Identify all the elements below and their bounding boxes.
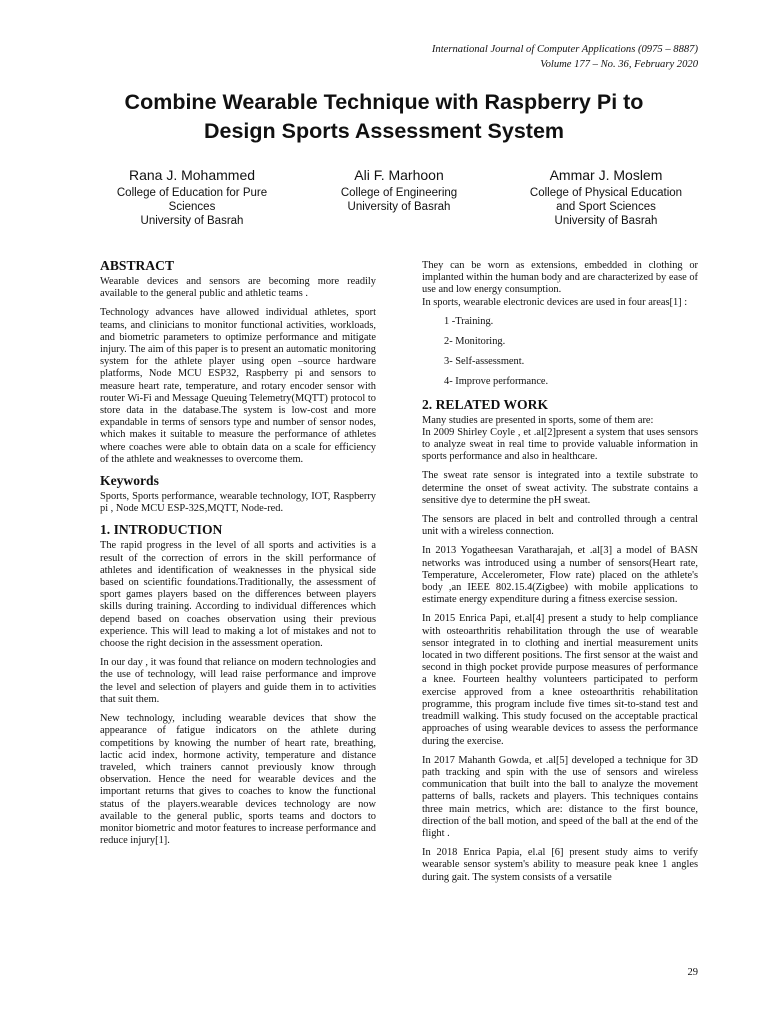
author-affiliation: College of Engineering [340,187,458,199]
intro-continued-paragraph: In sports, wearable electronic devices are used in four areas[1] : [422,296,688,308]
page-number: 29 [687,967,698,978]
keywords-heading: Keywords [100,473,159,489]
author-name: Ammar J. Moslem [549,167,663,183]
abstract-paragraph: Technology advances have allowed individual athletes, sport teams, and clinicians to monitor functional activities, workloads, and biometric parameters to optimize performance and mitigate injury. The aim of this paper is to present an automatic monitoring system for the athlete player using open –source hardware platforms, Node MCU ESP32, Raspberry pi and sensors to measure heart rate, temperature, and rotary encoder sensor with router Wi-Fi and Message Queuing Telemetry(MQTT) protocol to store data in the database.The system is low-cost and more expandable in terms of sensors type and number of sensor nodes, which makes it suitable to measure the performance of athletes where coaches were able to obtain data on a scale for efficiency of the athlete and weaknesses to overcome them. [100,307,376,465]
abstract-heading: ABSTRACT [100,258,175,273]
author-1 [92,166,292,228]
title-line-1: Combine Wearable Technique with Raspberry Pi to [124,90,644,114]
list-item: 4- Improve performance. [444,376,549,388]
intro-continued-paragraph: They can be worn as extensions, embedded in clothing or implanted within the human body and are characterized by ease of use and low energy consumption. [422,260,698,296]
author-affiliation: University of Basrah [347,201,451,213]
introduction-paragraph: New technology, including wearable devices that show the appearance of fatigue indicators on the athlete during competitions by knowing the number of heart rate, breathing, lactic acid index, hormone activity, temperature and distance traveled, which trainers cannot previously know through observation. Hence the need for wearable devices and the important returns that gives to coaches to know the functional status of the players.wearable devices technology are now available to the general public, sports teams and doctors to monitor biometric and motor features to increase performance and reduce injury[1]. [100,713,376,847]
related-work-paragraph: In 2015 Enrica Papi, et.al[4] present a study to help compliance with osteoarthritis rehabilitation through the use of wearable sensor integrated in to clothing and inertial measurement units located in two different positions. The first sensor at the waist and second in thigh pocket provide purpose measures of performance a knee. Fourteen healthy volunteers participated to perform exercise approved from a knee osteoarthritis rehabilitation programme, this program include five times sit-to-stand test and treadmill walking. This study focused on the acceptable practical approaches of using wearable devices to assess the performance during the exercise. [422,613,698,747]
related-work-paragraph: The sweat rate sensor is integrated into a textile substrate to determine the onset of sweat activity. The substrate contains a sensitive dye to determine the pH sweat. [422,470,698,506]
author-2 [299,166,499,214]
paper-title [60,88,708,146]
author-affiliation: Sciences [168,201,216,213]
journal-header [432,42,698,72]
related-work-paragraph: In 2017 Mahanth Gowda, et .al[5] developed a technique for 3D path tracking and spin with the use of sensors and wireless communication that built into the ball to analyze the movement patterns of balls, rackets and players. This techniques contains three main metrics, which are: distance to the first bounce, direction of the ball motion, and speed of the ball at the end of the flight . [422,754,698,839]
related-work-paragraph: The sensors are placed in belt and controlled through a central unit with a wireless connection. [422,514,698,538]
introduction-paragraph: In our day , it was found that reliance on modern technologies and the use of technology, will lead raise performance and improve the level and selection of players and guide them in to activities that suit them. [100,657,376,705]
related-work-paragraph: In 2013 Yogatheesan Varatharajah, et .al[3] a model of BASN networks was introduced using a number of sensors(Heart rate, Temperature, Accelerometer, Flow rate) placed on the athlete's body ,an IEEE 802.15.4(Zigbee) with mobile applications to estimate energy expenditure during a fitness exercise session. [422,545,698,606]
list-item: 3- Self-assessment. [444,356,525,368]
related-work-heading: 2. RELATED WORK [422,396,549,412]
author-affiliation: College of Education for Pure [116,187,268,199]
author-3 [506,166,706,228]
author-affiliation: and Sport Sciences [556,201,656,213]
author-affiliation: University of Basrah [554,215,658,227]
abstract-paragraph: Wearable devices and sensors are becoming more readily available to the general public and athletic teams . [100,276,376,300]
author-name: Ali F. Marhoon [354,167,444,183]
journal-name: International Journal of Computer Applications (0975 – 8887) [431,44,698,55]
left-column [100,258,376,854]
list-item: 1 -Training. [444,315,494,327]
author-affiliation: College of Physical Education [529,187,683,199]
journal-volume: Volume 177 – No. 36, February 2020 [540,59,698,70]
keywords-text: Sports, Sports performance, wearable technology, IOT, Raspberry pi , Node MCU ESP-32S,MQTT, Node-red. [100,491,376,515]
author-affiliation: University of Basrah [140,215,244,227]
related-work-paragraph: Many studies are presented in sports, some of them are: [422,414,654,426]
title-line-2: Design Sports Assessment System [203,119,565,143]
introduction-paragraph: The rapid progress in the level of all sports and activities is a result of the correction of errors in the skill performance of athletes and identification of weaknesses in the physical side based on scientific foundations.Traditionally, the assessment of sport games players based on the differences between players skills during training. According to individual differences which depend based on coaches observation using their previous experience. This will lead to making a lot of mistakes and not to choose the right decision in the assessment operation. [100,540,376,650]
author-name: Rana J. Mohammed [128,167,256,183]
related-work-paragraph: In 2018 Enrica Papia, el.al [6] present study aims to verify wearable sensor system's ability to measure peak knee 1 angles during gait. The system consists of a versatile [422,847,698,883]
introduction-heading: 1. INTRODUCTION [100,522,223,538]
right-column [422,260,698,891]
related-work-paragraph: In 2009 Shirley Coyle , et .al[2]present a system that uses sensors to analyze sweat in real time to provide valuable information in sports performance and also in healthcare. [422,426,698,463]
list-item: 2- Monitoring. [444,336,506,348]
